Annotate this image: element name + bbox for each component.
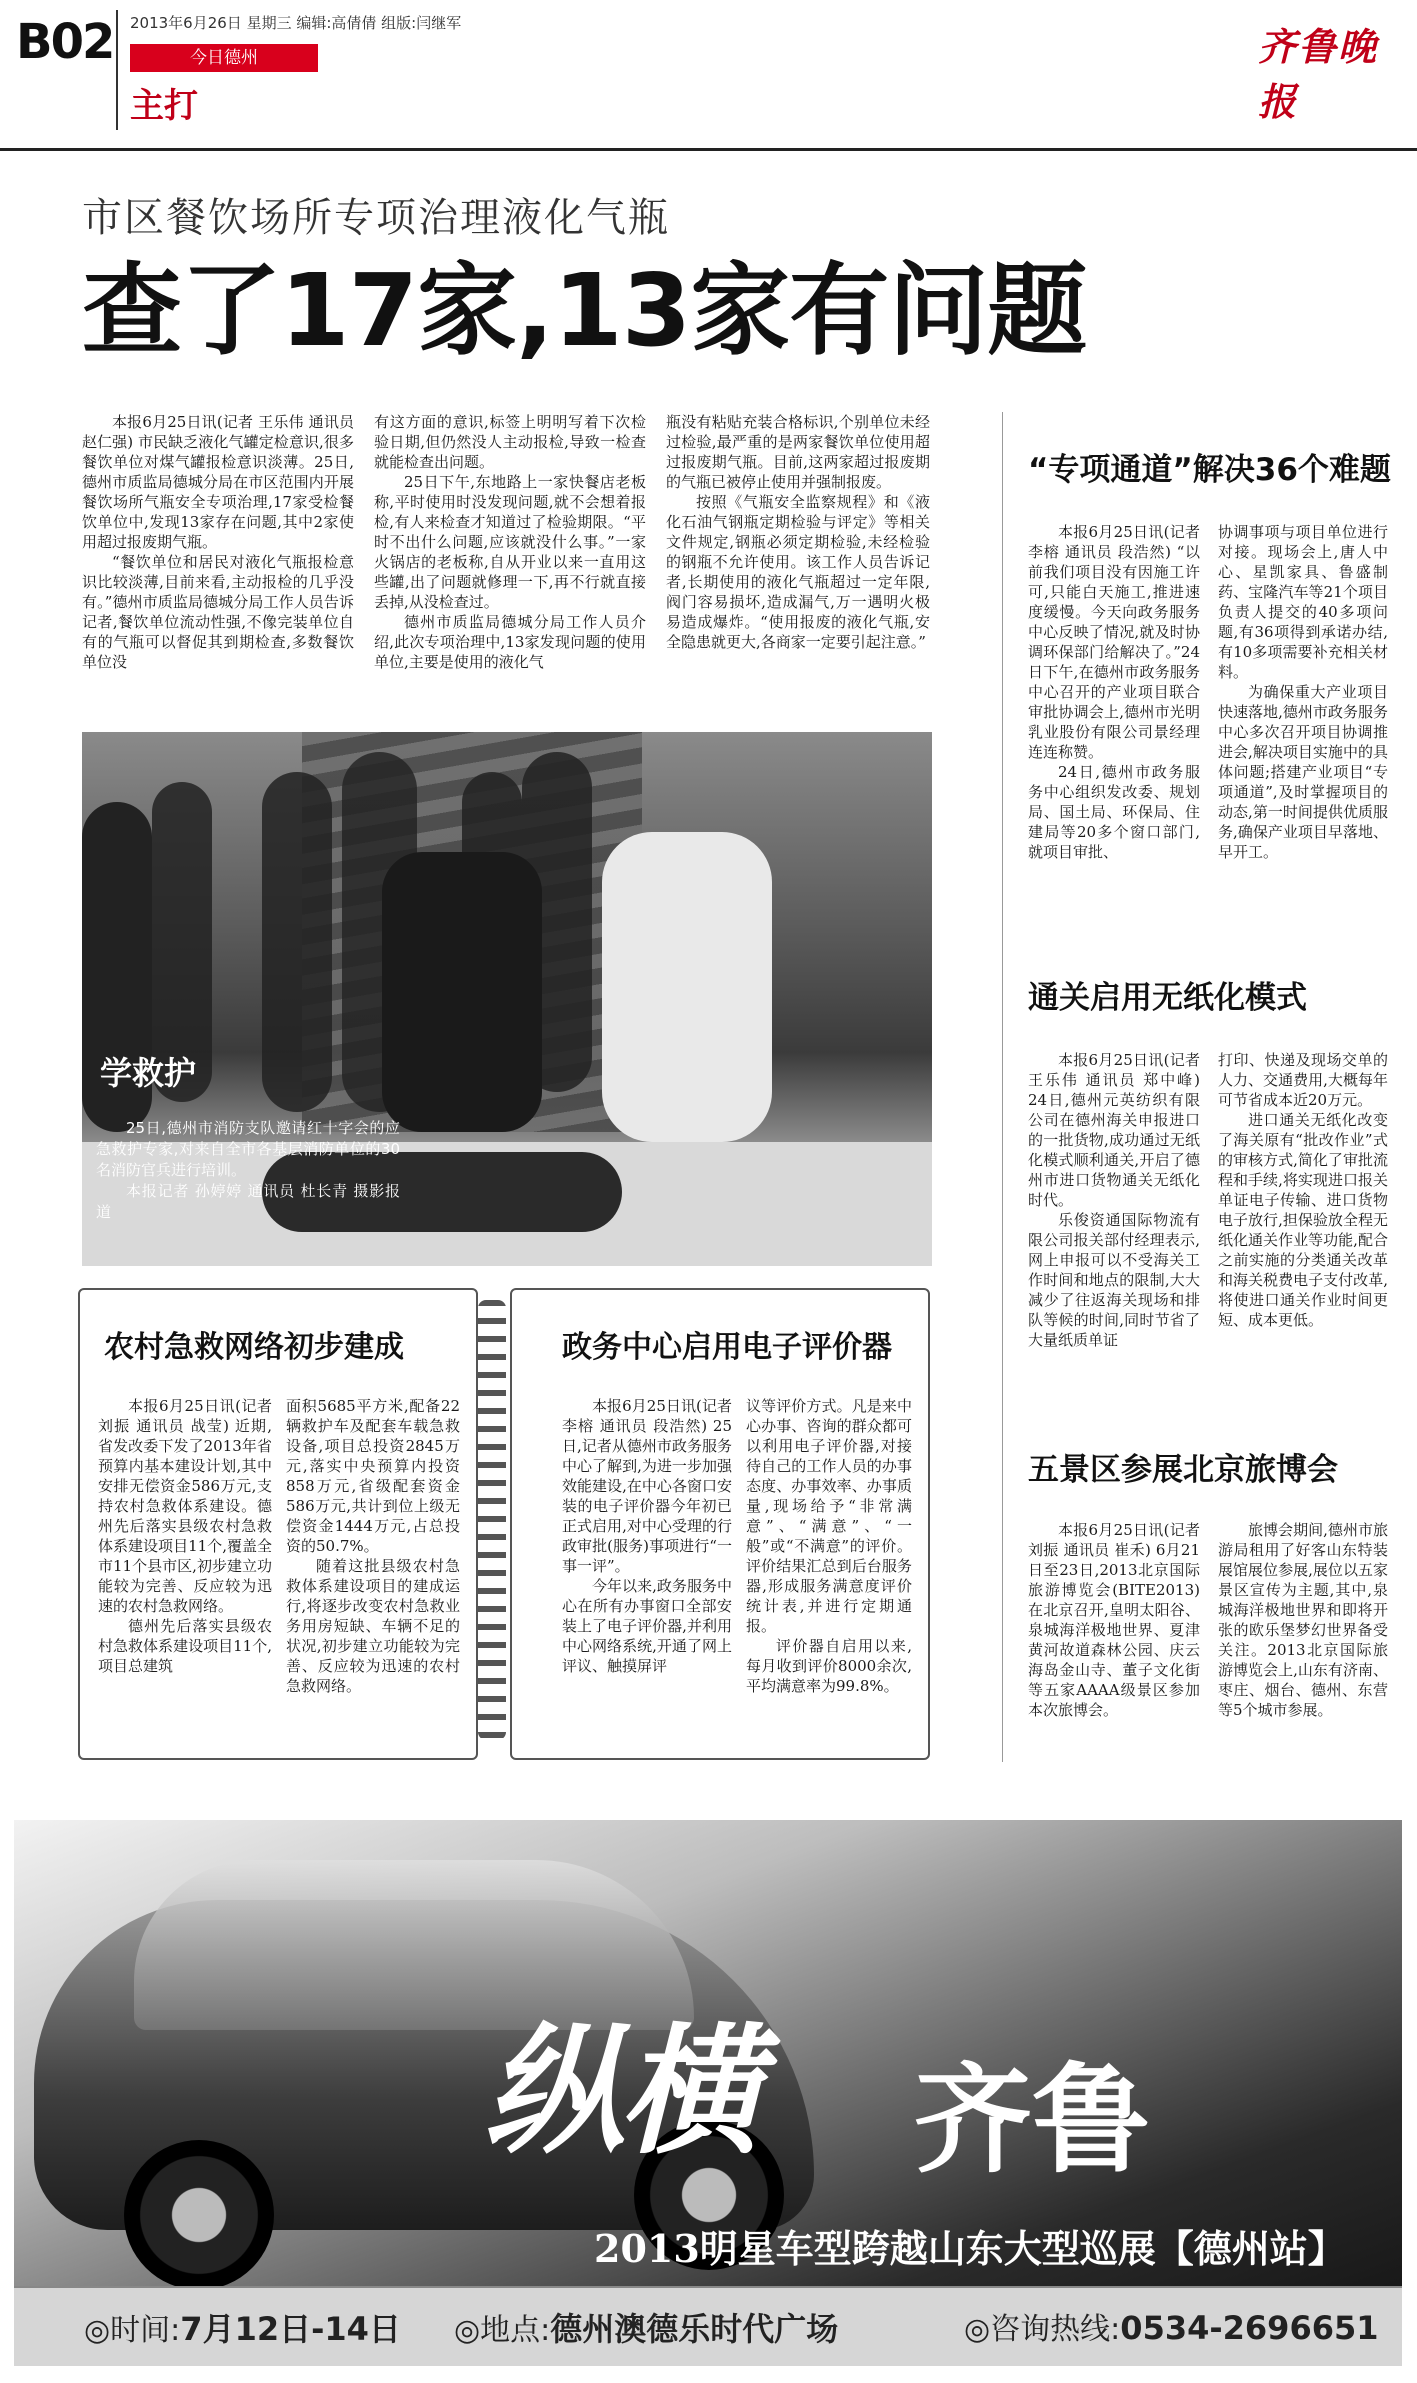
ad-subtitle: 2013明星车型跨越山东大型巡展【德州站】 [594,2226,1346,2271]
column-name: 主打 [130,86,198,126]
ad-phone-value: 0534-2696651 [1120,2309,1379,2347]
photo-instructor [602,832,772,1142]
lead-paragraph: 本报6月25日讯(记者 王乐伟 通讯员 赵仁强) 市民缺乏液化气罐定检意识,很多餐饮单位对煤气罐报检意识淡薄。25日,德州市质监局德城分局在市区范围内开展餐饮场所气瓶安全专项治理,17家受检餐饮单位中,发现13家存在问题,其中2家使用超过报废期气瓶。 [82,413,354,551]
sidebar-divider [1002,412,1003,1762]
lead-headline: 查了17家,13家有问题 [82,252,1087,369]
ad-time-value: 7月12日-14日 [180,2310,401,2348]
box1-paragraph: 随着这批县级农村急救体系建设项目的建成运行,将逐步改变农村急救业务用房短缺、车辆不足的状况,初步建立功能较为完善、反应较为迅速的农村急救网络。 [286,1557,460,1695]
side2-title: 通关启用无纸化模式 [1028,980,1307,1016]
side1-paragraph: 本报6月25日讯(记者 李榕 通讯员 段浩然) “以前我们项目没有因施工许可,只能白天施工,推进速度缓慢。今天向政务服务中心反映了情况,就及时协调环保部门给解决了。”24日下午,在德州市政务服务中心召开的产业项目联合审批协调会上,德州市光明乳业股份有限公司景经理连连称赞。 [1028,523,1200,761]
ad-place-label: ◎地点: [454,2313,551,2348]
box1-column-1 [98,1396,272,1736]
side1-paragraph: 协调事项与项目单位进行对接。现场会上,唐人中心、星凯家具、鲁盛制药、宝隆汽车等21个项目负责人提交的40多项问题,有36项得到承诺办结,有10多项需要补充相关材料。 [1218,523,1388,681]
box1-paragraph: 本报6月25日讯(记者 刘振 通讯员 战莹) 近期,省发改委下发了2013年省预算内基本建设计划,其中安排无偿资金586万元,支持农村急救体系建设。德州先后落实县级农村急救体系建设项目11个,覆盖全市11个县市区,初步建立功能较为完善、反应较为迅速的农村急救网络。 [98,1397,272,1615]
side3-title: 五景区参展北京旅博会 [1028,1452,1338,1488]
box1-title: 农村急救网络初步建成 [104,1330,404,1365]
box2-paragraph: 今年以来,政务服务中心在所有办事窗口全部安装上了电子评价器,并利用中心网络系统,开通了网上评议、触摸屏评 [562,1577,732,1675]
side1-title: “专项通道”解决36个难题 [1028,452,1391,488]
lead-kicker: 市区餐饮场所专项治理液化气瓶 [82,195,670,241]
lead-paragraph: 25日下午,东地路上一家快餐店老板称,平时使用时没发现问题,就不会想着报检,有人来检查才知道过了检验期限。“平时不出什么问题,应该就没什么事。”一家火锅店的老板称,自从开业以来一直用这些罐,出了问题就修理一下,再不行就直接丢掉,从没检查过。 [374,473,646,611]
ad-time-label: ◎时间: [84,2313,181,2348]
ad-phone [964,2304,1379,2348]
photo-title: 学救护 [100,1054,197,1092]
lead-column-3 [666,412,930,712]
page-number: B02 [16,14,114,70]
side3-column-2 [1218,1520,1388,1720]
side1-column-2 [1218,522,1388,862]
side1-paragraph: 24日,德州市政务服务中心组织发改委、规划局、国土局、环保局、住建局等20多个窗口部门,就项目审批、 [1028,763,1200,861]
side2-paragraph: 进口通关无纸化改变了海关原有“批改作业”式的审核方式,简化了审批流程和手续,将实现进口报关单证电子传输、进口货物电子放行,担保验放全程无纸化通关作业等功能,配合之前实施的分类通关改革和海关税费电子支付改革,将使进口通关作业时间更短、成本更低。 [1218,1111,1388,1329]
ad-qilu: 齐鲁 [914,2051,1151,2189]
lead-paragraph: “餐饮单位和居民对液化气瓶报检意识比较淡薄,目前来看,主动报检的几乎没有。”德州市质监局德城分局工作人员告诉记者,餐饮单位流动性强,不像完装单位自有的气瓶可以督促其到期检查,多数餐饮单位没 [82,553,354,671]
photo-caption [96,1118,400,1223]
ad-calligraphy: 纵横 [484,2010,757,2174]
ad-time [84,2304,401,2350]
box2-paragraph: 议等评价方式。凡是来中心办事、咨询的群众都可以利用电子评价器,对接待自己的工作人员的办事态度、办事效率、办事质量,现场给予“非常满意”、“满意”、“一般”或“不满意”的评价。评价结果汇总到后台服务器,形成服务满意度评价统计表,并进行定期通报。 [746,1397,912,1635]
lead-paragraph: 有这方面的意识,标签上明明写着下次检验日期,但仍然没人主动报检,导致一检查就能检查出问题。 [374,413,646,471]
side2-paragraph: 乐俊资通国际物流有限公司报关部付经理表示,网上申报可以不受海关工作时间和地点的限制,大大减少了往返海关现场和排队等候的时间,同时节省了大量纸质单证 [1028,1211,1200,1349]
side2-paragraph: 本报6月25日讯(记者 王乐伟 通讯员 郑中峰) 24日,德州元英纺织有限公司在德州海关申报进口的一批货物,成功通过无纸化模式顺利通关,开启了德州市进口货物通关无纸化时代。 [1028,1051,1200,1209]
side3-column-1 [1028,1520,1200,1720]
side2-column-1 [1028,1050,1200,1350]
photo-trainee [262,772,332,1112]
spiral-binding [478,1300,506,1740]
issue-meta: 2013年6月26日 星期三 编辑:高倩倩 组版:闫继军 [130,14,462,32]
newspaper-logo: 齐鲁晚报 [1258,24,1379,124]
ad-info-bar [14,2286,1402,2366]
box2-column-1 [562,1396,732,1736]
lead-column-1 [82,412,354,712]
box1-column-2 [286,1396,460,1736]
side1-column-1 [1028,522,1200,862]
ad-car-wheel [124,2140,274,2290]
ad-place-value: 德州澳德乐时代广场 [550,2310,839,2348]
box1-paragraph: 面积5685平方米,配备22辆救护车及配套车载急救设备,项目总投资2845万元,落实中央预算内投资858万元,省级配套资金586万元,共计到位上级无偿资金1444万元,占总投资的50.7%。 [286,1397,460,1555]
side2-paragraph: 打印、快递及现场交单的人力、交通费用,大概每年可节省成本近20万元。 [1218,1051,1388,1109]
box2-paragraph: 本报6月25日讯(记者 李榕 通讯员 段浩然) 25日,记者从德州市政务服务中心了解到,为进一步加强效能建设,在中心各窗口安装的电子评价器今年初已正式启用,对中心受理的行政审批(服务)事项进行“一事一评”。 [562,1397,732,1575]
side1-paragraph: 为确保重大产业项目快速落地,德州市政务服务中心多次召开项目协调推进会,解决项目实施中的具体问题;搭建产业项目“专项通道”,及时掌握项目的动态,第一时间提供优质服务,确保产业项目早落地、早开工。 [1218,683,1388,861]
lead-paragraph: 按照《气瓶安全监察规程》和《液化石油气钢瓶定期检验与评定》等相关文件规定,钢瓶必须定期检验,未经检验的钢瓶不允许使用。该工作人员告诉记者,长期使用的液化气瓶超过一定年限,阀门容易损坏,造成漏气,万一遇明火极易造成爆炸。“使用报废的液化气瓶,安全隐患就更大,各商家一定要引起注意。” [666,493,930,651]
box2-title: 政务中心启用电子评价器 [562,1330,892,1365]
header-divider [116,10,118,130]
box2-column-2 [746,1396,912,1736]
ad-place [454,2304,838,2350]
side3-paragraph: 本报6月25日讯(记者 刘振 通讯员 崔禾) 6月21日至23日,2013北京国际旅游博览会(BITE2013)在北京召开,皇明太阳谷、泉城海洋极地世界、夏津黄河故道森林公园、庆云海岛金山寺、董子文化街等五家AAAA级景区参加本次旅博会。 [1028,1521,1200,1719]
photo-firefighter [382,852,542,1132]
header-rule [0,148,1417,151]
lead-column-2 [374,412,646,712]
photo-credit: 本报记者 孙婷婷 通讯员 杜长青 摄影报道 [96,1182,400,1221]
box2-paragraph: 评价器自启用以来,每月收到评价8000余次,平均满意率为99.8%。 [746,1637,912,1695]
car-advertisement [14,1820,1402,2366]
ad-phone-label: ◎咨询热线: [964,2312,1121,2347]
box1-paragraph: 德州先后落实县级农村急救体系建设项目11个,项目总建筑 [98,1617,272,1675]
lead-paragraph: 德州市质监局德城分局工作人员介绍,此次专项治理中,13家发现问题的使用单位,主要是使用的液化气 [374,613,646,671]
side2-column-2 [1218,1050,1388,1330]
section-tag: 今日德州 [130,44,318,72]
photo-caption-text: 25日,德州市消防支队邀请红十字会的应急救护专家,对来自全市各基层消防单位的30名消防官兵进行培训。 [96,1119,400,1179]
lead-paragraph: 瓶没有粘贴充装合格标识,个别单位未经过检验,最严重的是两家餐饮单位使用超过报废期气瓶。目前,这两家超过报废期的气瓶已被停止使用并强制报废。 [666,413,930,491]
side3-paragraph: 旅博会期间,德州市旅游局租用了好客山东特装展馆展位参展,展位以五家景区宣传为主题,其中,泉城海洋极地世界和即将开张的欧乐堡梦幻世界备受关注。2013北京国际旅游博览会上,山东有济南、枣庄、烟台、德州、东营等5个城市参展。 [1218,1521,1388,1719]
